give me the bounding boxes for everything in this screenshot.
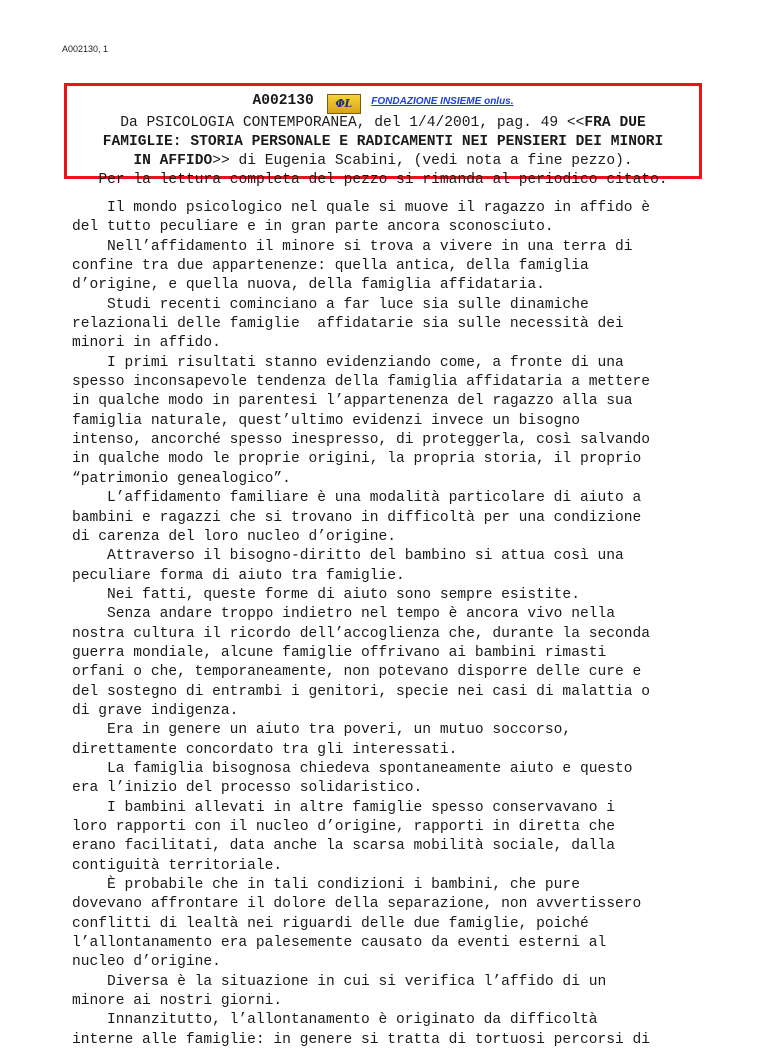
paragraph: Nei fatti, queste forme di aiuto sono sempre esistite. bbox=[72, 586, 580, 603]
document-code: A002130 bbox=[252, 93, 314, 109]
paragraph: È probabile che in tali condizioni i bambini, che pure dovevano affrontare il dolore della separazione, non avvertissero conflitti di lealtà nei riguardi delle due famiglie, poiché l’allontanamento era palesemente causato da eventi esterni al nucleo d’origine. bbox=[72, 877, 642, 971]
paragraph: Era in genere un aiuto tra poveri, un mutuo soccorso, direttamente concordato tra gli interessati. bbox=[72, 722, 572, 758]
paragraph: Nell’affidamento il minore si trova a vivere in una terra di confine tra due appartenenze: quella antica, della famiglia d’origine, e quella nuova, della famiglia affidataria. bbox=[72, 238, 633, 294]
paragraph: I bambini allevati in altre famiglie spesso conservavano i loro rapporti con il nucleo d’origine, rapporti in diretta che erano facilitati, data anche la scarsa mobilità sociale, dalla contiguità territoriale. bbox=[72, 799, 615, 874]
paragraph: Diversa è la situazione in cui si verifica l’affido di un minore ai nostri giorni. bbox=[72, 973, 607, 1010]
article-title-part-1: FRA DUE bbox=[584, 115, 646, 131]
article-title-part-2: FAMIGLIE: STORIA PERSONALE E RADICAMENTI NEI PENSIERI DEI MINORI bbox=[102, 134, 664, 150]
foundation-link[interactable]: FONDAZIONE INSIEME onlus. bbox=[371, 96, 514, 107]
citation-line-1 bbox=[67, 92, 699, 114]
author-note: >> di Eugenia Scabini, (vedi nota a fine pezzo). bbox=[212, 153, 633, 169]
reading-note: Per la lettura completa del pezzo si rimanda al periodico citato. bbox=[98, 172, 668, 188]
foundation-logo-icon: ΦL bbox=[327, 94, 361, 114]
citation-line-2 bbox=[67, 114, 699, 133]
paragraph: Attraverso il bisogno-diritto del bambino si attua così una peculiare forma di aiuto tra famiglie. bbox=[72, 548, 624, 584]
paragraph: Studi recenti cominciano a far luce sia sulle dinamiche relazionali delle famiglie affidatarie sia sulle necessità dei minori in affido. bbox=[72, 296, 624, 352]
paragraph: Senza andare troppo indietro nel tempo è ancora vivo nella nostra cultura il ricordo dell’accoglienza che, durante la seconda guerra mondiale, alcune famiglie offrivano ai bambini rimasti orfani o che, temporaneamente, non potevano disporre delle cure e del sostegno di entrambi i genitori, specie nei casi di malattia o di grave indigenza. bbox=[72, 606, 651, 719]
citation-box bbox=[64, 83, 702, 188]
paragraph: La famiglia bisognosa chiedeva spontaneamente aiuto e questo era l’inizio del processo solidaristico. bbox=[72, 760, 633, 797]
paragraph: Innanzitutto, l’allontanamento è originato da difficoltà interne alle famiglie: in genere si tratta di tortuosi percorsi di bbox=[72, 1012, 651, 1048]
page-header: A002130, 1 bbox=[62, 44, 109, 54]
source-reference: Da PSICOLOGIA CONTEMPORANEA, del 1/4/2001, pag. 49 << bbox=[120, 115, 585, 131]
article-body bbox=[72, 199, 712, 1050]
citation-line-4 bbox=[67, 152, 699, 171]
paragraph: I primi risultati stanno evidenziando come, a fronte di una spesso inconsapevole tendenza della famiglia affidataria a mettere in qualche modo in parentesi l’appartenenza del ragazzo alla sua famiglia naturale, quest’ultimo evidenzi invece un bisogno intenso, ancorché spesso inespresso, di proteggerla, così salvando in qualche modo le proprie origini, la propria storia, il proprio “patrimonio genealogico”. bbox=[72, 354, 651, 487]
article-title-part-3: IN AFFIDO bbox=[133, 153, 213, 169]
paragraph: L’affidamento familiare è una modalità particolare di aiuto a bambini e ragazzi che si trovano in difficoltà per una condizione di carenza del loro nucleo d’origine. bbox=[72, 490, 642, 545]
paragraph: Il mondo psicologico nel quale si muove il ragazzo in affido è del tutto peculiare e in gran parte ancora sconosciuto. bbox=[72, 200, 651, 236]
